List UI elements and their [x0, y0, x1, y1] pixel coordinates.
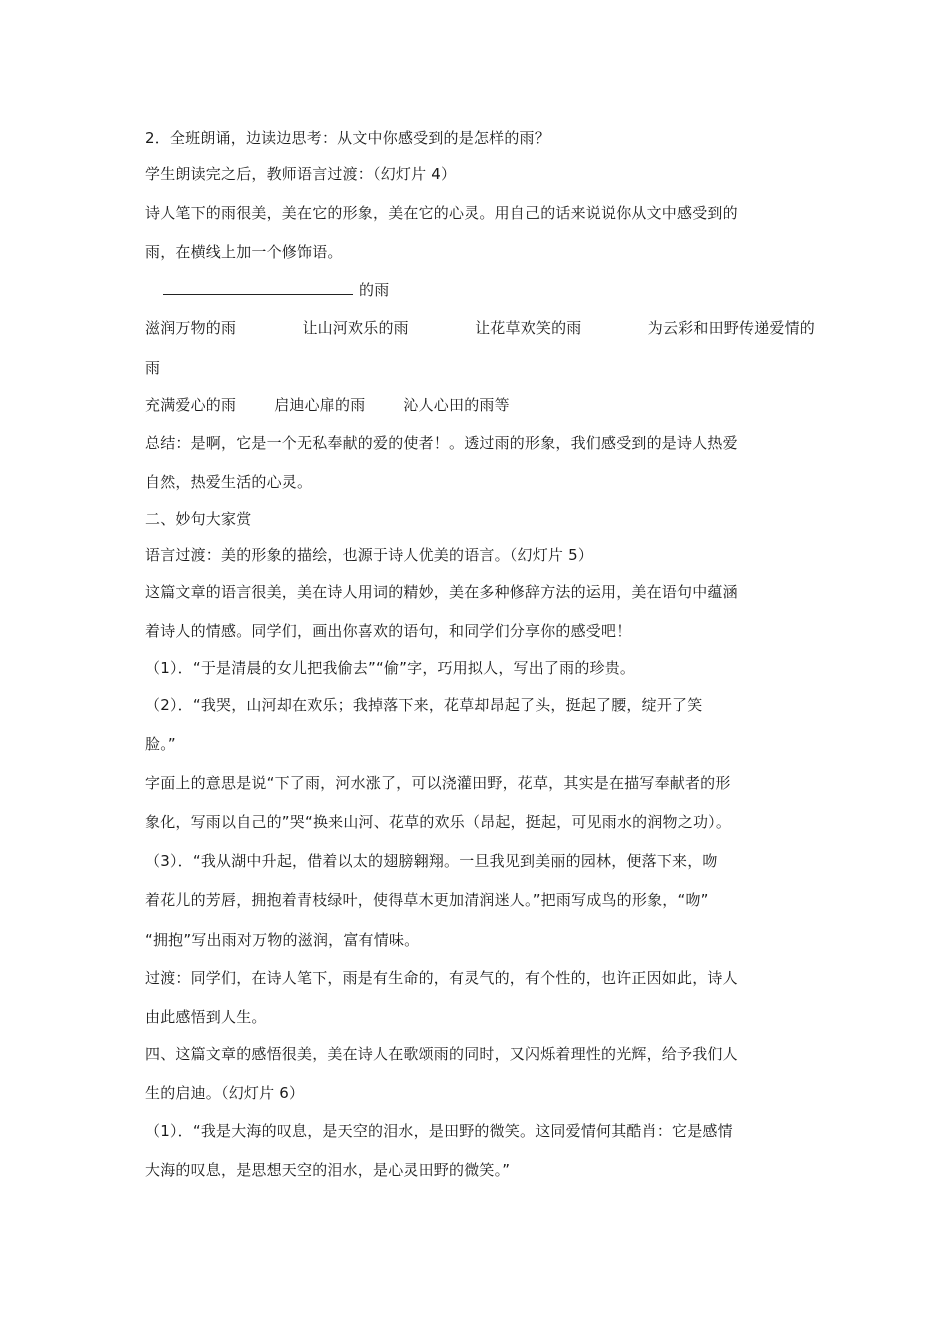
example-answer: 让花草欢笑的雨	[475, 319, 582, 337]
paragraph-line: 着诗人的情感。同学们，画出你喜欢的语句，和同学们分享你的感受吧！	[145, 622, 632, 640]
paragraph-line: 由此感悟到人生。	[145, 1008, 267, 1026]
paragraph-line: 大海的叹息，是思想天空的泪水，是心灵田野的微笑。”	[145, 1161, 511, 1179]
example-answers-row	[145, 318, 815, 338]
paragraph-line: 脸。”	[145, 735, 176, 753]
transition-text: 过渡：同学们，在诗人笔下，雨是有生命的，有灵气的，有个性的，也许正因如此，诗人	[145, 969, 738, 987]
sentence-item-2: （2）．“我哭，山河却在欢乐；我掉落下来，花草却昂起了头，挺起了腰，绽开了笑	[145, 696, 703, 714]
paragraph-line: 字面上的意思是说“下了雨，河水涨了，可以浇灌田野，花草，其实是在描写奉献者的形	[145, 774, 731, 792]
paragraph-line: 雨，在横线上加一个修饰语。	[145, 243, 343, 261]
paragraph-line: 诗人笔下的雨很美，美在它的形象，美在它的心灵。用自己的话来说说你从文中感受到的	[145, 204, 738, 222]
answer-blank	[163, 280, 353, 295]
example-answer: 沁人心田的雨等	[403, 396, 510, 414]
example-answers-row	[145, 395, 815, 415]
paragraph-line: 这篇文章的语言很美，美在诗人用词的精妙，美在多种修辞方法的运用，美在语句中蕴涵	[145, 583, 738, 601]
transition-text: 语言过渡：美的形象的描绘，也源于诗人优美的语言。（幻灯片 5）	[145, 546, 594, 564]
paragraph-line: 象化，写雨以自己的”哭“换来山河、花草的欢乐（昂起，挺起，可见雨水的润物之功）。	[145, 813, 732, 831]
paragraph-line: 自然，热爱生活的心灵。	[145, 473, 313, 491]
summary-text: 总结：是啊，它是一个无私奉献的爱的使者！。透过雨的形象，我们感受到的是诗人热爱	[145, 434, 738, 452]
example-answer: 为云彩和田野传递爱情的	[647, 319, 815, 337]
paragraph-line: 生的启迪。（幻灯片 6）	[145, 1084, 305, 1102]
example-answer: 让山河欢乐的雨	[302, 319, 409, 337]
transition-text: 学生朗读完之后，教师语言过渡：（幻灯片 4）	[145, 165, 457, 183]
example-answer: 充满爱心的雨	[145, 396, 237, 414]
question-2: 2．全班朗诵，边读边思考：从文中你感受到的是怎样的雨？	[145, 129, 550, 147]
sentence-item-1: （1）．“我是大海的叹息，是天空的泪水，是田野的微笑。这同爱情何其酷肖：它是感情	[145, 1122, 733, 1140]
fill-blank-line	[163, 280, 833, 300]
sentence-item-3: （3）．“我从湖中升起，借着以太的翅膀翱翔。一旦我见到美丽的园林，便落下来，吻	[145, 852, 718, 870]
paragraph-line: 着花儿的芳唇，拥抱着青枝绿叶，使得草木更加清润迷人。”把雨写成鸟的形象，“吻”	[145, 891, 709, 909]
example-answer: 滋润万物的雨	[145, 319, 237, 337]
section-heading: 四、这篇文章的感悟很美，美在诗人在歌颂雨的同时，又闪烁着理性的光辉，给予我们人	[145, 1045, 738, 1063]
sentence-item-1: （1）．“于是清晨的女儿把我偷去”“偷”字，巧用拟人，写出了雨的珍贵。	[145, 659, 636, 677]
paragraph-line: “拥抱”写出雨对万物的滋润，富有情味。	[145, 931, 420, 949]
section-heading: 二、妙句大家赏	[145, 510, 252, 528]
fill-blank-suffix: 的雨	[359, 281, 390, 299]
example-answer: 启迪心扉的雨	[274, 396, 366, 414]
paragraph-line: 雨	[145, 359, 161, 377]
